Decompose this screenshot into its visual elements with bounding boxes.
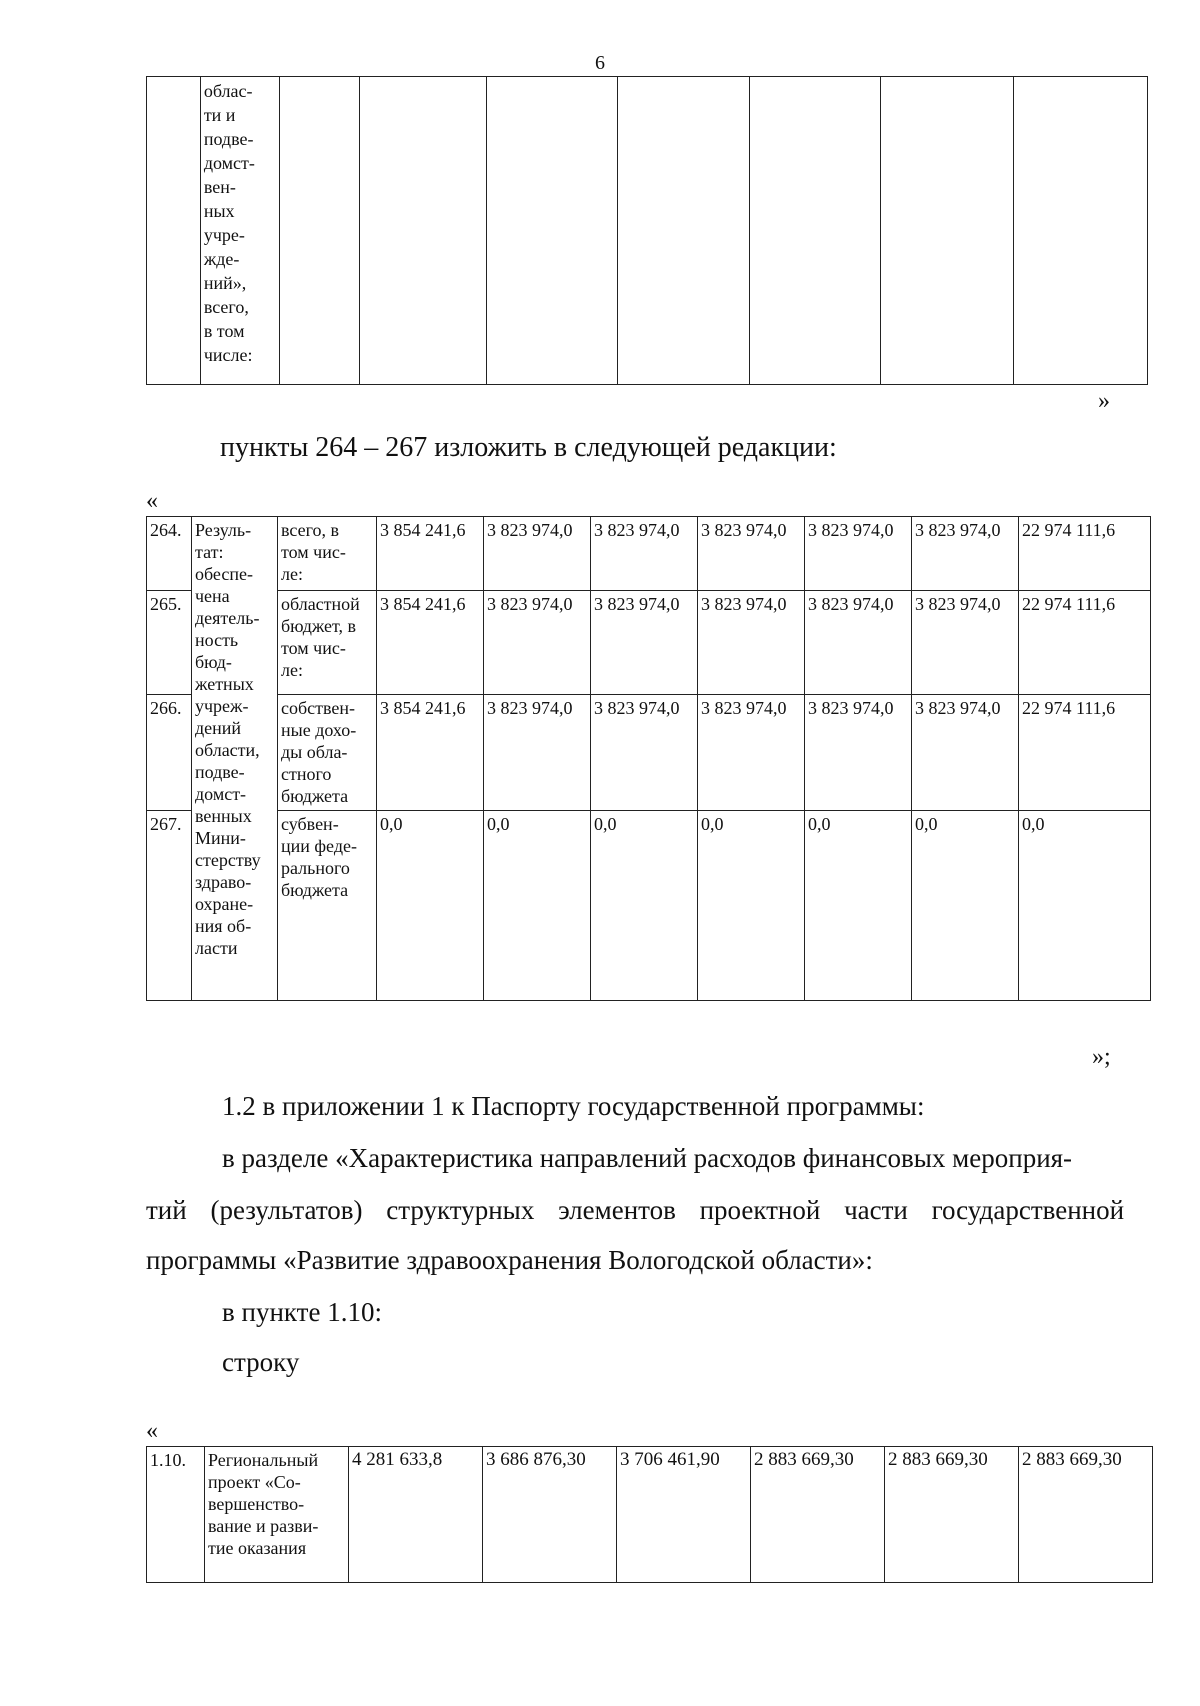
table-cell <box>360 77 487 385</box>
cell-text-line: жде- <box>203 249 240 269</box>
cell-text-line: домст- <box>195 784 247 804</box>
cell-text-line: тие оказания <box>208 1538 307 1558</box>
section-paragraph-line-2: тий (результатов) структурных элементов проектной части государственной <box>146 1195 1125 1225</box>
project-name-cell <box>205 1447 349 1583</box>
cell-text-line: Резуль- <box>195 520 252 540</box>
section-paragraph-line-1: в разделе «Характеристика направлений расходов финансовых мероприя- <box>222 1143 1073 1173</box>
cell-text-line: деятель- <box>195 608 260 628</box>
value-cell: 2 883 669,30 <box>1019 1447 1153 1583</box>
cell-text-line: ных <box>203 201 235 221</box>
cell-text-line: ле: <box>281 564 303 584</box>
row-number: 266. <box>147 695 192 811</box>
cell-text-line: вание и разви- <box>208 1516 319 1536</box>
value-cell: 3 823 974,0 <box>912 695 1019 811</box>
table-cell <box>147 77 201 385</box>
value-cell: 22 974 111,6 <box>1019 517 1151 591</box>
cell-text-line: в том <box>203 321 245 341</box>
value-cell: 3 823 974,0 <box>591 695 698 811</box>
funding-source-cell <box>278 811 377 1001</box>
cell-text-line: бюджета <box>281 786 349 806</box>
cell-text-line: рального <box>281 858 350 878</box>
value-cell: 3 823 974,0 <box>591 591 698 695</box>
cell-text-line: охране- <box>195 894 254 914</box>
value-cell: 3 823 974,0 <box>805 591 912 695</box>
paragraph-1-2: 1.2 в приложении 1 к Паспорту государственной программы: <box>222 1091 925 1121</box>
value-cell: 3 686 876,30 <box>483 1447 617 1583</box>
cell-text-line: Мини- <box>195 828 246 848</box>
cell-text-line: числе: <box>203 345 253 365</box>
value-cell: 3 823 974,0 <box>805 517 912 591</box>
cell-text-line: тат: <box>195 542 224 562</box>
cell-text-line: субвен- <box>281 814 339 834</box>
results-table <box>146 516 1151 1001</box>
cell-text-line: ти и <box>203 105 236 125</box>
value-cell: 0,0 <box>591 811 698 1001</box>
closing-quote: » <box>1098 388 1110 414</box>
cell-text-line: Региональный <box>208 1450 319 1470</box>
cell-text-line: том чис- <box>281 638 346 658</box>
table-row <box>147 517 1151 591</box>
value-cell: 3 823 974,0 <box>698 517 805 591</box>
value-cell: 0,0 <box>377 811 484 1001</box>
cell-text-line: домст- <box>203 153 255 173</box>
project-table <box>146 1446 1153 1583</box>
value-cell: 3 854 241,6 <box>377 695 484 811</box>
cell-text-line: ле: <box>281 660 303 680</box>
table-cell <box>1014 77 1148 385</box>
cell-text-line: облас- <box>203 81 253 101</box>
table-row <box>147 811 1151 1001</box>
table-cell <box>487 77 618 385</box>
row-paragraph: строку <box>222 1347 300 1377</box>
value-cell: 2 883 669,30 <box>885 1447 1019 1583</box>
value-cell: 22 974 111,6 <box>1019 591 1151 695</box>
cell-text-line: учреж- <box>195 696 249 716</box>
cell-text-line: ные дохо- <box>281 720 357 740</box>
value-cell: 0,0 <box>805 811 912 1001</box>
value-cell: 3 823 974,0 <box>484 695 591 811</box>
row-number: 264. <box>147 517 192 591</box>
cell-text-line: венных <box>195 806 252 826</box>
cell-text-line: ность <box>195 630 239 650</box>
value-cell: 0,0 <box>912 811 1019 1001</box>
closing-quote-semicolon: »; <box>1092 1044 1111 1070</box>
table-row <box>147 1447 1153 1583</box>
cell-text-line: дений <box>195 718 242 738</box>
value-cell: 3 823 974,0 <box>698 591 805 695</box>
value-cell: 0,0 <box>1019 811 1151 1001</box>
cell-text-line: ний», <box>203 273 247 293</box>
cell-text-line: том чис- <box>281 542 346 562</box>
value-cell: 3 823 974,0 <box>912 517 1019 591</box>
section-paragraph-line-3: программы «Развитие здравоохранения Вологодской области»: <box>146 1245 873 1275</box>
value-cell: 0,0 <box>698 811 805 1001</box>
cell-text-line: стерству <box>195 850 261 870</box>
cell-text-line: вершенство- <box>208 1494 305 1514</box>
cell-text-line: вен- <box>203 177 236 197</box>
cell-text-line: ласти <box>195 938 238 958</box>
cell-text-line: ния об- <box>195 916 252 936</box>
cell-text-line: ды обла- <box>281 742 348 762</box>
table-row <box>147 591 1151 695</box>
cell-text-line: области, <box>195 740 260 760</box>
table-cell <box>749 77 880 385</box>
value-cell: 3 823 974,0 <box>698 695 805 811</box>
funding-source-cell <box>278 591 377 695</box>
table-cell <box>280 77 360 385</box>
cell-text-line: учре- <box>203 225 245 245</box>
opening-quote-2: « <box>146 1418 158 1444</box>
value-cell: 3 823 974,0 <box>805 695 912 811</box>
cell-text-line: бюджет, в <box>281 616 357 636</box>
value-cell: 22 974 111,6 <box>1019 695 1151 811</box>
cell-text-line: здраво- <box>195 872 252 892</box>
cell-text-line: подве- <box>203 129 254 149</box>
cell-text-line: чена <box>195 586 230 606</box>
row-number: 1.10. <box>147 1447 205 1583</box>
cell-text-line: собствен- <box>281 698 356 718</box>
value-cell: 3 823 974,0 <box>484 517 591 591</box>
result-description-cell <box>192 517 278 1001</box>
cell-text-line: подве- <box>195 762 245 782</box>
cell-text-line: обеспе- <box>195 564 253 584</box>
value-cell: 3 823 974,0 <box>912 591 1019 695</box>
intro-paragraph: пункты 264 – 267 изложить в следующей редакции: <box>220 432 837 463</box>
cell-text-line: ции феде- <box>281 836 357 856</box>
cell-text-line: проект «Со- <box>208 1472 301 1492</box>
value-cell: 4 281 633,8 <box>349 1447 483 1583</box>
row-number: 265. <box>147 591 192 695</box>
table-row <box>147 695 1151 811</box>
cell-text-line: жетных <box>195 674 254 694</box>
value-cell: 3 823 974,0 <box>591 517 698 591</box>
value-cell: 0,0 <box>484 811 591 1001</box>
value-cell: 3 854 241,6 <box>377 517 484 591</box>
value-cell: 3 823 974,0 <box>484 591 591 695</box>
funding-source-cell <box>278 695 377 811</box>
continuation-table <box>146 76 1148 385</box>
value-cell: 2 883 669,30 <box>751 1447 885 1583</box>
page-number: 6 <box>595 52 605 74</box>
cell-text-line: всего, <box>203 297 249 317</box>
funding-source-cell <box>278 517 377 591</box>
table-cell <box>618 77 749 385</box>
table-cell <box>881 77 1014 385</box>
row-label-cell <box>200 77 280 385</box>
opening-quote: « <box>146 488 158 514</box>
cell-text-line: всего, в <box>281 520 340 540</box>
cell-text-line: бюд- <box>195 652 232 672</box>
value-cell: 3 706 461,90 <box>617 1447 751 1583</box>
cell-text-line: областной <box>281 594 360 614</box>
point-paragraph: в пункте 1.10: <box>222 1297 382 1327</box>
value-cell: 3 854 241,6 <box>377 591 484 695</box>
row-label <box>204 79 278 367</box>
cell-text-line: стного <box>281 764 332 784</box>
cell-text-line: бюджета <box>281 880 349 900</box>
row-number: 267. <box>147 811 192 1001</box>
